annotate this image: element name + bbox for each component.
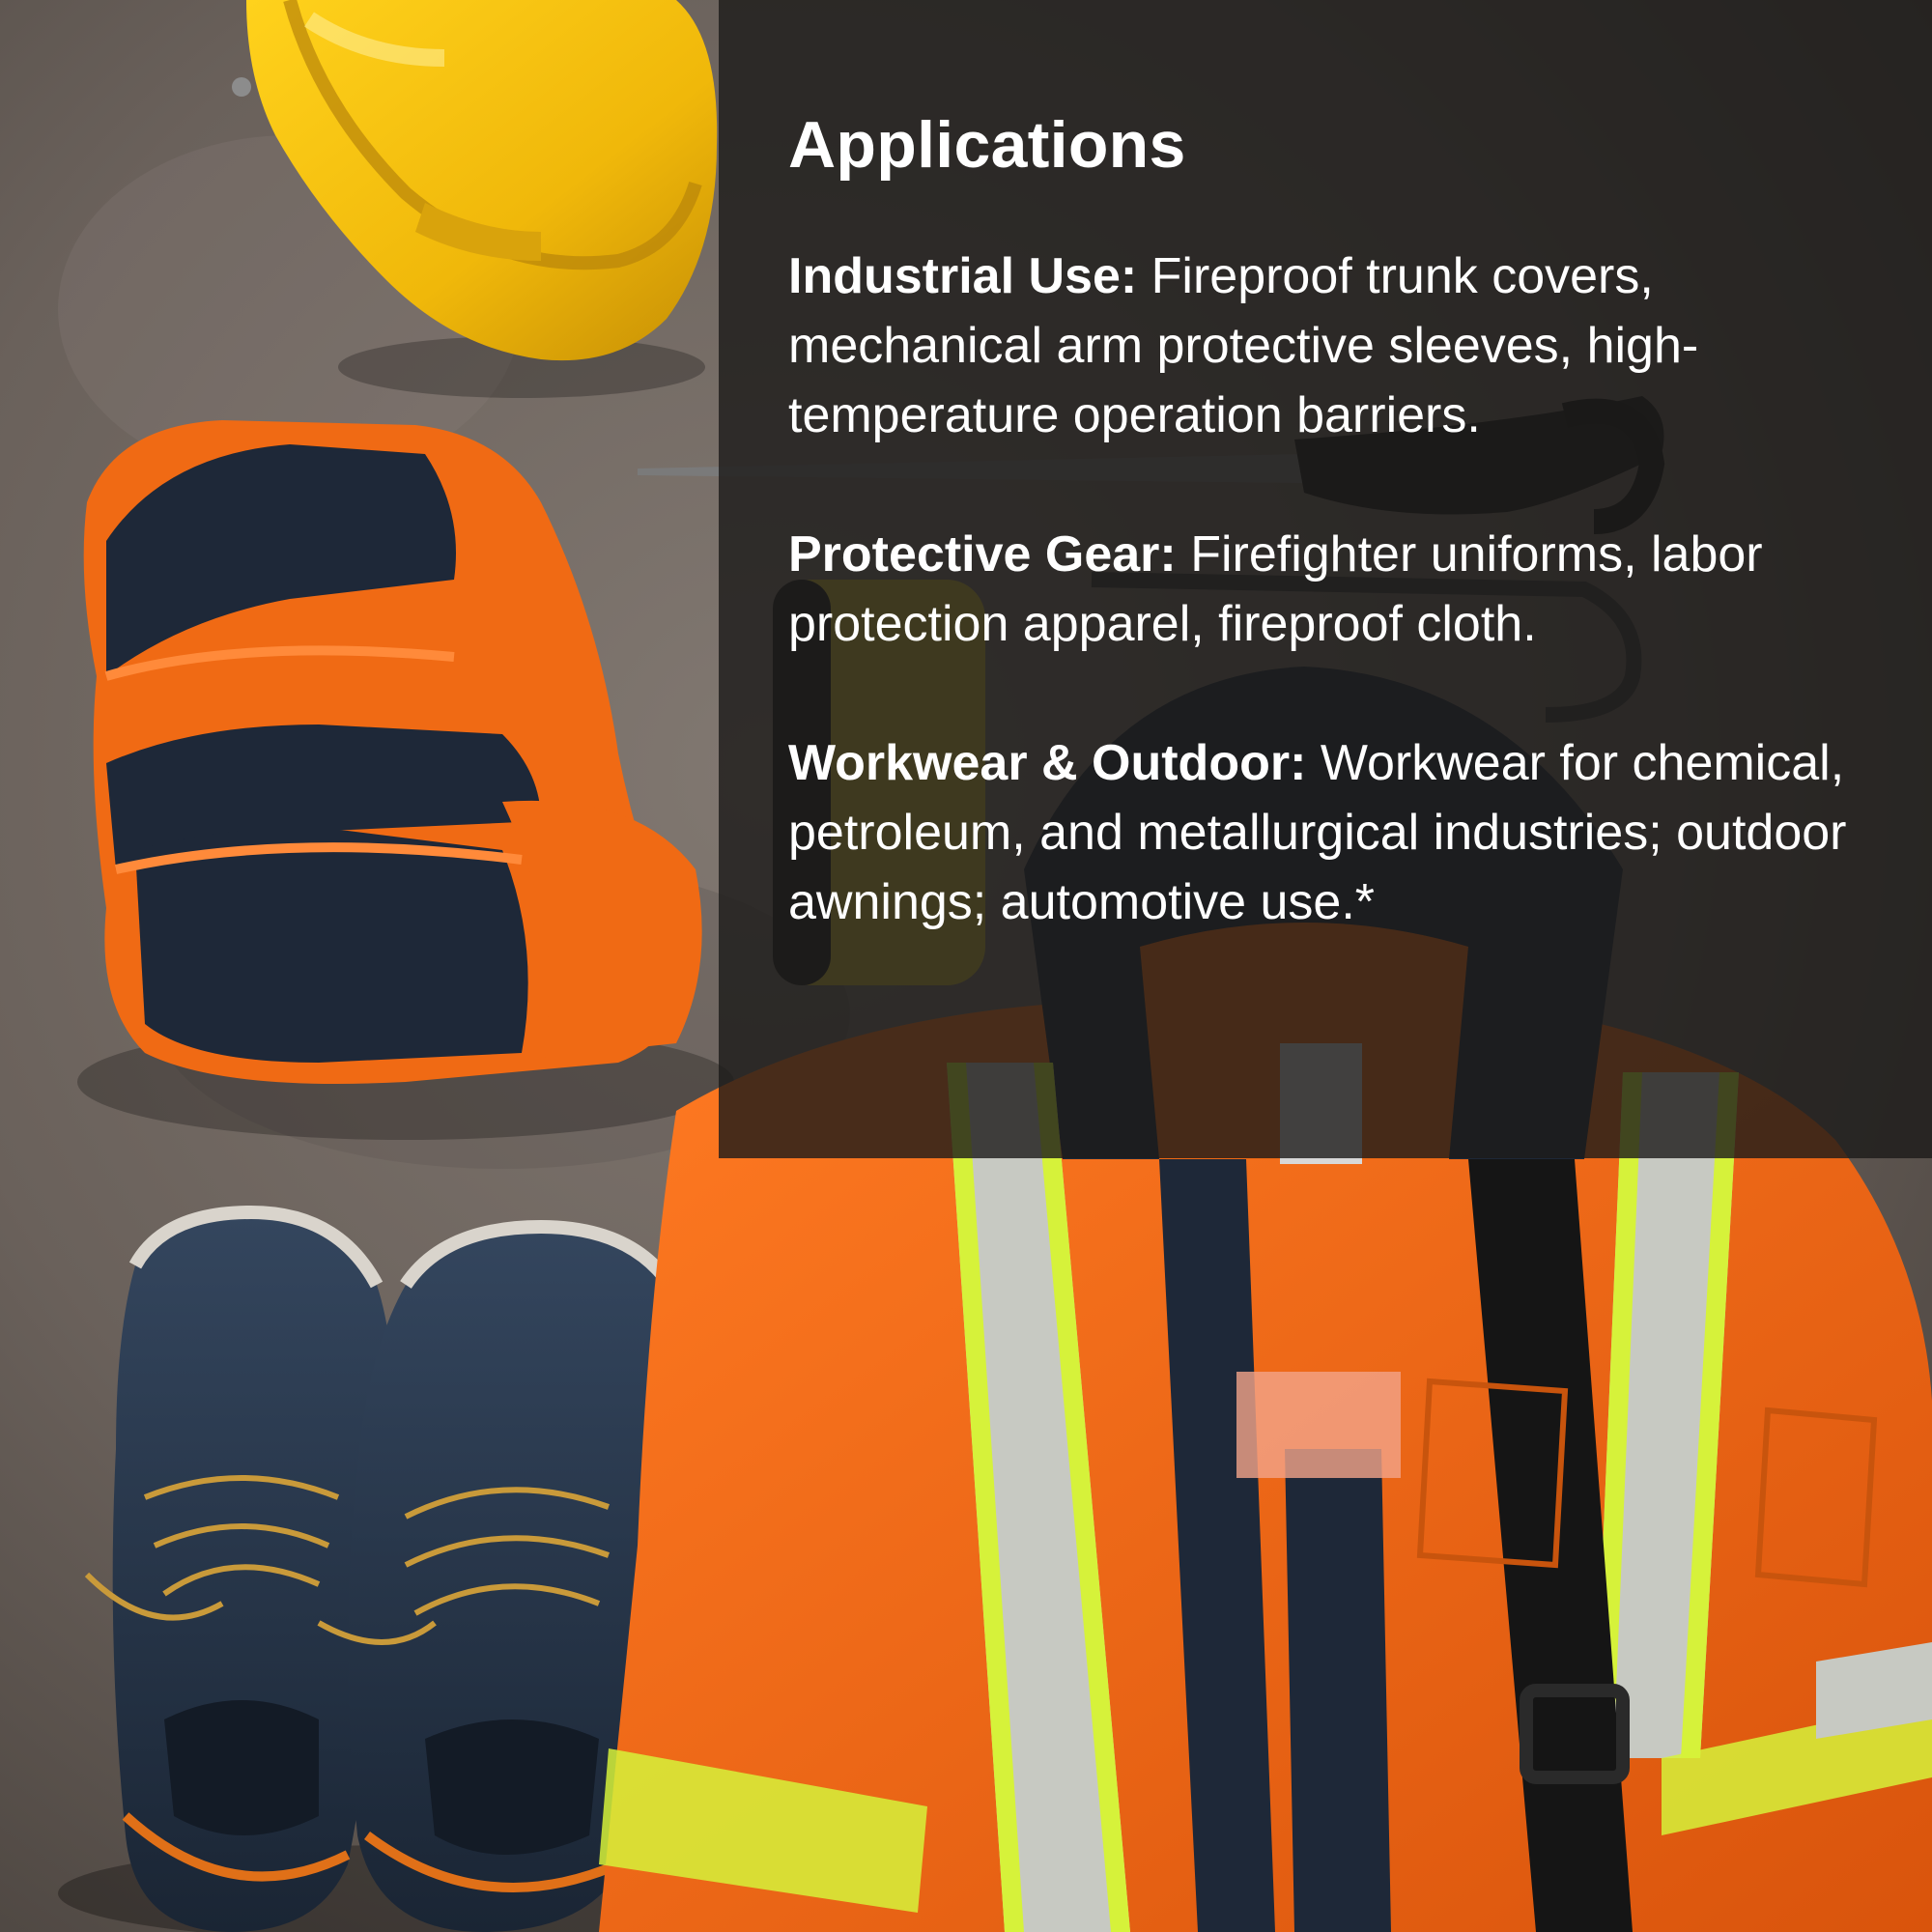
- section-text: Firefighter uniforms, labor protection apparel, fireproof cloth.: [788, 526, 1763, 652]
- protective-gear-section: [788, 520, 1899, 659]
- section-label: Protective Gear:: [788, 526, 1177, 582]
- section-label: Workwear & Outdoor:: [788, 735, 1307, 791]
- industrial-use-section: [788, 242, 1899, 450]
- workwear-outdoor-section: [788, 728, 1899, 937]
- applications-content: [788, 100, 1899, 937]
- section-text: Workwear for chemical, petroleum, and metallurgical industries; outdoor awnings; automotive use.*: [788, 735, 1847, 930]
- section-label: Industrial Use:: [788, 248, 1138, 304]
- page-title: Applications: [788, 108, 1186, 182]
- section-text: Fireproof trunk covers, mechanical arm protective sleeves, high-temperature operation barriers.: [788, 248, 1699, 443]
